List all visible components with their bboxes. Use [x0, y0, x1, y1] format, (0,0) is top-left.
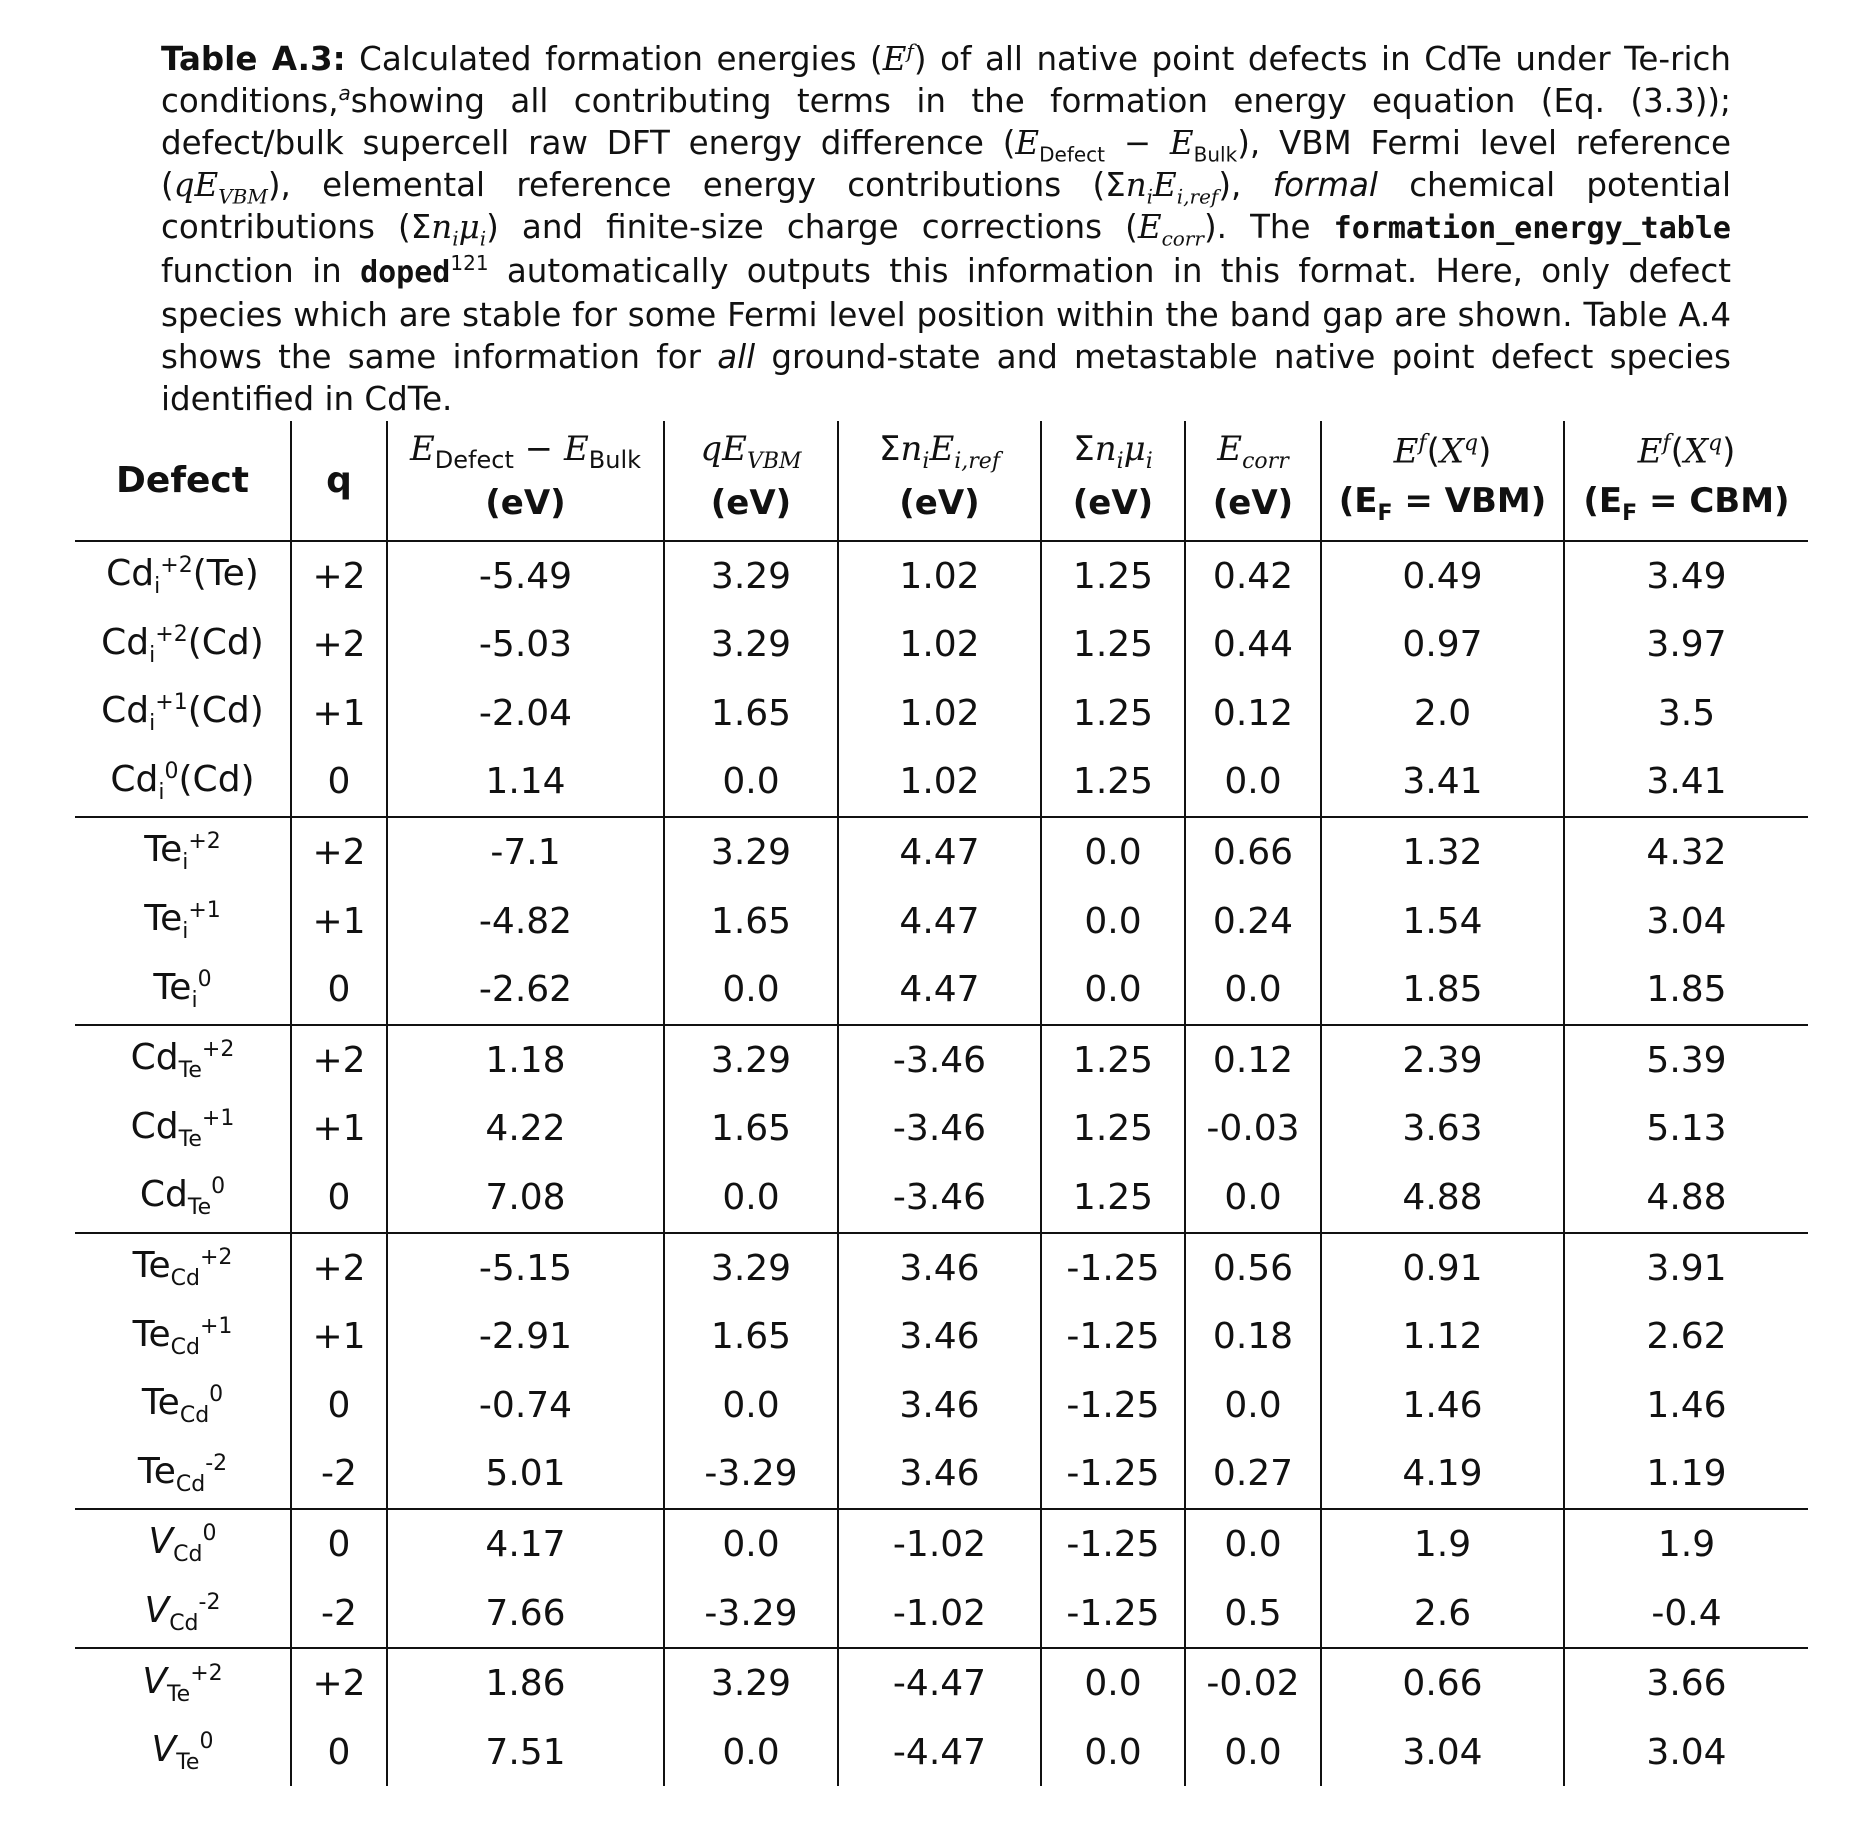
math-sum-nmu: $\Sigma n_i\mu_i$ — [410, 208, 487, 251]
energy-difference-cell: -2.62 — [387, 955, 664, 1025]
chemical-potential-cell: 0.0 — [1041, 887, 1185, 956]
elemental-reference-cell: -4.47 — [838, 1718, 1041, 1787]
header-defect: Defect — [75, 421, 291, 541]
math-sum-neref: $\Sigma n_iE_{i,ref}$ — [1105, 166, 1219, 209]
correction-cell: -0.03 — [1185, 1095, 1321, 1164]
charge-cell: -2 — [291, 1440, 387, 1510]
ef-vbm-cell: 2.39 — [1321, 1025, 1564, 1095]
ef-vbm-cell: 1.9 — [1321, 1509, 1564, 1579]
correction-cell: 0.0 — [1185, 748, 1321, 818]
header-ef-vbm-math: $E^f(X^q)$ — [1321, 421, 1564, 481]
chemical-potential-cell: 0.0 — [1041, 1648, 1185, 1718]
charge-cell: +2 — [291, 1025, 387, 1095]
energy-difference-cell: -2.04 — [387, 679, 664, 748]
ef-vbm-cell: 1.32 — [1321, 817, 1564, 887]
chemical-potential-cell: -1.25 — [1041, 1233, 1185, 1303]
header-ef-cbm-math: $E^f(X^q)$ — [1564, 421, 1808, 481]
header-correction: $E_{corr}$ — [1185, 421, 1321, 481]
elemental-reference-cell: 3.46 — [838, 1302, 1041, 1371]
charge-cell: +1 — [291, 887, 387, 956]
header-unit: (eV) — [838, 481, 1041, 541]
table-row — [75, 541, 1808, 611]
defect-cell: $Te_i^{+2}$ — [75, 817, 291, 887]
table-row — [75, 1579, 1808, 1649]
table-row — [75, 1648, 1808, 1718]
caption-label: Table A.3: — [161, 40, 346, 78]
qevbm-cell: 0.0 — [664, 1163, 838, 1233]
ef-cbm-cell: 5.13 — [1564, 1095, 1808, 1164]
defect-cell: $Cd_{Te}^{+1}$ — [130, 1105, 235, 1152]
ef-cbm-cell: 1.85 — [1564, 955, 1808, 1025]
ef-cbm-cell: 3.04 — [1564, 887, 1808, 956]
elemental-reference-cell: 1.02 — [838, 679, 1041, 748]
header-unit: (eV) — [387, 481, 664, 541]
ef-vbm-cell: 4.19 — [1321, 1440, 1564, 1510]
qevbm-cell: 1.65 — [664, 887, 838, 956]
energy-difference-cell: 7.08 — [387, 1163, 664, 1233]
chemical-potential-cell: 0.0 — [1041, 1718, 1185, 1787]
charge-cell: 0 — [291, 748, 387, 818]
correction-cell: 0.18 — [1185, 1302, 1321, 1371]
chemical-potential-cell: -1.25 — [1041, 1440, 1185, 1510]
ef-cbm-cell: 1.46 — [1564, 1371, 1808, 1440]
qevbm-cell: 3.29 — [664, 1648, 838, 1718]
energy-difference-cell: 7.51 — [387, 1718, 664, 1787]
charge-cell: +2 — [291, 817, 387, 887]
chemical-potential-cell: 1.25 — [1041, 1163, 1185, 1233]
defect-cell: $Cd_i^0(Cd)$ — [110, 758, 255, 805]
energy-difference-cell: 5.01 — [387, 1440, 664, 1510]
qevbm-cell: 3.29 — [664, 817, 838, 887]
defect-cell: $Te_{Cd}^{+2}$ — [75, 1233, 291, 1303]
ef-cbm-cell: 3.41 — [1564, 748, 1808, 818]
qevbm-cell: 3.29 — [664, 610, 838, 679]
table-row — [75, 955, 1808, 1025]
elemental-reference-cell: 1.02 — [838, 748, 1041, 818]
qevbm-cell: 1.65 — [664, 1095, 838, 1164]
header-ef-cbm: $(E_F = CBM)$ — [1564, 481, 1808, 541]
elemental-reference-cell: -4.47 — [838, 1648, 1041, 1718]
elemental-reference-cell: -3.46 — [838, 1163, 1041, 1233]
correction-cell: 0.12 — [1185, 679, 1321, 748]
math-ef: $E^f$ — [882, 39, 914, 78]
ef-vbm-cell: 0.66 — [1321, 1648, 1564, 1718]
qevbm-cell: -3.29 — [664, 1440, 838, 1510]
charge-cell: +2 — [291, 610, 387, 679]
ef-cbm-cell: 2.62 — [1564, 1302, 1808, 1371]
ef-cbm-cell: 3.5 — [1564, 679, 1808, 748]
charge-cell: 0 — [291, 1509, 387, 1579]
header-chemical-potential: $\Sigma n_i\mu_i$ — [1041, 421, 1185, 481]
defect-cell: $Te_i^0$ — [153, 966, 212, 1013]
defect-cell: $Te_{Cd}^{-2}$ — [137, 1450, 228, 1497]
defect-cell: $V_{Te}^0$ — [151, 1729, 214, 1776]
chemical-potential-cell: -1.25 — [1041, 1579, 1185, 1649]
formation-energy-table — [75, 421, 1808, 1786]
defect-cell: $Te_{Cd}^{+1}$ — [132, 1313, 233, 1360]
header-unit: (eV) — [1185, 481, 1321, 541]
correction-cell: 0.24 — [1185, 887, 1321, 956]
code-function-name: formation_energy_table — [1333, 211, 1731, 246]
energy-difference-cell: -5.03 — [387, 610, 664, 679]
chemical-potential-cell: 1.25 — [1041, 748, 1185, 818]
elemental-reference-cell: -1.02 — [838, 1579, 1041, 1649]
ef-cbm-cell: 1.9 — [1564, 1509, 1808, 1579]
charge-cell: 0 — [291, 1163, 387, 1233]
energy-difference-cell: 7.66 — [387, 1579, 664, 1649]
correction-cell: 0.56 — [1185, 1233, 1321, 1303]
energy-difference-cell: 4.17 — [387, 1509, 664, 1579]
math-ecorr: $E_{corr}$ — [1137, 208, 1204, 251]
correction-cell: 0.66 — [1185, 817, 1321, 887]
ef-cbm-cell: 1.19 — [1564, 1440, 1808, 1510]
header-q: q — [291, 421, 387, 541]
correction-cell: 0.27 — [1185, 1440, 1321, 1510]
elemental-reference-cell: 3.46 — [838, 1233, 1041, 1303]
defect-cell: $Te_{Cd}^0$ — [141, 1382, 224, 1429]
defect-cell: $V_{Te}^{+2}$ — [75, 1648, 291, 1718]
correction-cell: 0.0 — [1185, 1509, 1321, 1579]
elemental-reference-cell: 4.47 — [838, 817, 1041, 887]
qevbm-cell: 3.29 — [664, 541, 838, 611]
chemical-potential-cell: 1.25 — [1041, 1095, 1185, 1164]
table-row — [75, 887, 1808, 956]
elemental-reference-cell: 3.46 — [838, 1440, 1041, 1510]
footnote-mark: a — [338, 81, 351, 106]
defect-cell: $V_{Cd}^0$ — [75, 1509, 291, 1579]
ef-vbm-cell: 1.46 — [1321, 1371, 1564, 1440]
elemental-reference-cell: 3.46 — [838, 1371, 1041, 1440]
energy-difference-cell: -0.74 — [387, 1371, 664, 1440]
chemical-potential-cell: 1.25 — [1041, 610, 1185, 679]
energy-difference-cell: 1.18 — [387, 1025, 664, 1095]
table-row — [75, 679, 1808, 748]
energy-difference-cell: -5.49 — [387, 541, 664, 611]
ef-cbm-cell: 4.88 — [1564, 1163, 1808, 1233]
energy-difference-cell: 1.14 — [387, 748, 664, 818]
ef-vbm-cell: 3.04 — [1321, 1718, 1564, 1787]
table-row — [75, 817, 1808, 887]
table-row — [75, 1025, 1808, 1095]
ef-vbm-cell: 0.91 — [1321, 1233, 1564, 1303]
qevbm-cell: 0.0 — [664, 1371, 838, 1440]
ef-vbm-cell: 1.54 — [1321, 887, 1564, 956]
defect-cell: $Cd_i^{+2}(Cd)$ — [101, 621, 264, 668]
citation-ref: 121 — [450, 251, 489, 276]
table-row — [75, 1718, 1808, 1787]
defect-cell: $V_{Cd}^{-2}$ — [144, 1589, 221, 1637]
correction-cell: 0.0 — [1185, 1163, 1321, 1233]
elemental-reference-cell: 1.02 — [838, 541, 1041, 611]
ef-vbm-cell: 2.6 — [1321, 1579, 1564, 1649]
chemical-potential-cell: 0.0 — [1041, 817, 1185, 887]
elemental-reference-cell: -3.46 — [838, 1025, 1041, 1095]
correction-cell: 0.0 — [1185, 1371, 1321, 1440]
math-edefect-ebulk: $E_{Defect} - E_{Bulk}$ — [1015, 124, 1238, 167]
math-qevbm: $qE_{VBM}$ — [173, 166, 268, 209]
ef-vbm-cell: 4.88 — [1321, 1163, 1564, 1233]
ef-cbm-cell: 5.39 — [1564, 1025, 1808, 1095]
energy-difference-cell: -2.91 — [387, 1302, 664, 1371]
charge-cell: +2 — [291, 541, 387, 611]
chemical-potential-cell: -1.25 — [1041, 1509, 1185, 1579]
table-row — [75, 1302, 1808, 1371]
ef-cbm-cell: 4.32 — [1564, 817, 1808, 887]
defect-cell: $Cd_{Te}^{+2}$ — [75, 1025, 291, 1095]
energy-difference-cell: -5.15 — [387, 1233, 664, 1303]
correction-cell: 0.0 — [1185, 1718, 1321, 1787]
energy-difference-cell: -4.82 — [387, 887, 664, 956]
elemental-reference-cell: -1.02 — [838, 1509, 1041, 1579]
ef-vbm-cell: 2.0 — [1321, 679, 1564, 748]
chemical-potential-cell: 1.25 — [1041, 679, 1185, 748]
elemental-reference-cell: 1.02 — [838, 610, 1041, 679]
qevbm-cell: 1.65 — [664, 679, 838, 748]
ef-cbm-cell: 3.66 — [1564, 1648, 1808, 1718]
qevbm-cell: 0.0 — [664, 1718, 838, 1787]
qevbm-cell: 1.65 — [664, 1302, 838, 1371]
header-elemental-reference: $\Sigma n_iE_{i,ref}$ — [838, 421, 1041, 481]
chemical-potential-cell: 1.25 — [1041, 1025, 1185, 1095]
table-row — [75, 1095, 1808, 1164]
charge-cell: +2 — [291, 1233, 387, 1303]
ef-vbm-cell: 3.63 — [1321, 1095, 1564, 1164]
defect-cell: $Cd_{Te}^0$ — [139, 1174, 226, 1221]
header-energy-difference: $E_{Defect} - E_{Bulk}$ — [387, 421, 664, 481]
header-ef-vbm: $(E_F = VBM)$ — [1321, 481, 1564, 541]
charge-cell: 0 — [291, 1371, 387, 1440]
ef-vbm-cell: 0.49 — [1321, 541, 1564, 611]
correction-cell: -0.02 — [1185, 1648, 1321, 1718]
ef-cbm-cell: 3.04 — [1564, 1718, 1808, 1787]
charge-cell: 0 — [291, 955, 387, 1025]
charge-cell: +1 — [291, 679, 387, 748]
correction-cell: 0.44 — [1185, 610, 1321, 679]
ef-cbm-cell: 3.97 — [1564, 610, 1808, 679]
charge-cell: +1 — [291, 1302, 387, 1371]
elemental-reference-cell: -3.46 — [838, 1095, 1041, 1164]
ef-cbm-cell: 3.49 — [1564, 541, 1808, 611]
table-caption: Table A.3: Calculated formation energies $(E^f)$ of all native point defects in CdTe under Te-rich conditions,$^a$showing all contributing terms in the formation energy equation (Eq. (3.3)); defect/bulk supercell raw DFT energy difference $(E_{Defect} - E_{Bulk})$, VBM Fermi level reference $(qE_{VBM})$, elemental reference energy contributions $(\Sigma n_iE_{i,ref})$, formal chemical potential contributions $(\Sigma n_i\mu_i)$ and finite-size charge corrections $(E_{corr})$. The formation_energy_table function in doped$^{121}$ automatically outputs this information in this format. Here, only defect species which are stable for some Fermi level position within the band gap are shown. Table A.4 shows the same information for all ground-state and metastable native point defect species identified in CdTe. — [161, 39, 1731, 418]
table-row — [75, 1440, 1808, 1510]
defect-cell: $Te_i^{+1}$ — [144, 897, 221, 945]
ef-vbm-cell: 0.97 — [1321, 610, 1564, 679]
chemical-potential-cell: -1.25 — [1041, 1302, 1185, 1371]
table-row — [75, 1233, 1808, 1303]
correction-cell: 0.12 — [1185, 1025, 1321, 1095]
qevbm-cell: -3.29 — [664, 1579, 838, 1649]
code-package-name: doped — [360, 255, 451, 290]
qevbm-cell: 0.0 — [664, 955, 838, 1025]
ef-vbm-cell: 1.12 — [1321, 1302, 1564, 1371]
energy-difference-cell: 4.22 — [387, 1095, 664, 1164]
table-row — [75, 1509, 1808, 1579]
correction-cell: 0.5 — [1185, 1579, 1321, 1649]
elemental-reference-cell: 4.47 — [838, 887, 1041, 956]
charge-cell: -2 — [291, 1579, 387, 1649]
qevbm-cell: 3.29 — [664, 1025, 838, 1095]
table-row — [75, 1163, 1808, 1233]
table-row — [75, 1371, 1808, 1440]
correction-cell: 0.0 — [1185, 955, 1321, 1025]
chemical-potential-cell: 0.0 — [1041, 955, 1185, 1025]
correction-cell: 0.42 — [1185, 541, 1321, 611]
qevbm-cell: 3.29 — [664, 1233, 838, 1303]
defect-cell: $Cd_i^{+1}(Cd)$ — [101, 690, 264, 737]
ef-cbm-cell: 3.91 — [1564, 1233, 1808, 1303]
charge-cell: +2 — [291, 1648, 387, 1718]
qevbm-cell: 0.0 — [664, 1509, 838, 1579]
qevbm-cell: 0.0 — [664, 748, 838, 818]
table-row — [75, 610, 1808, 679]
ef-vbm-cell: 3.41 — [1321, 748, 1564, 818]
energy-difference-cell: 1.86 — [387, 1648, 664, 1718]
charge-cell: +1 — [291, 1095, 387, 1164]
ef-vbm-cell: 1.85 — [1321, 955, 1564, 1025]
defect-cell: $Cd_i^{+2}(Te)$ — [106, 553, 259, 600]
energy-difference-cell: -7.1 — [387, 817, 664, 887]
header-qevbm: $qE_{VBM}$ — [664, 421, 838, 481]
elemental-reference-cell: 4.47 — [838, 955, 1041, 1025]
table-row — [75, 748, 1808, 818]
chemical-potential-cell: -1.25 — [1041, 1371, 1185, 1440]
header-unit: (eV) — [664, 481, 838, 541]
ef-cbm-cell: -0.4 — [1564, 1579, 1808, 1649]
chemical-potential-cell: 1.25 — [1041, 541, 1185, 611]
charge-cell: 0 — [291, 1718, 387, 1787]
header-unit: (eV) — [1041, 481, 1185, 541]
